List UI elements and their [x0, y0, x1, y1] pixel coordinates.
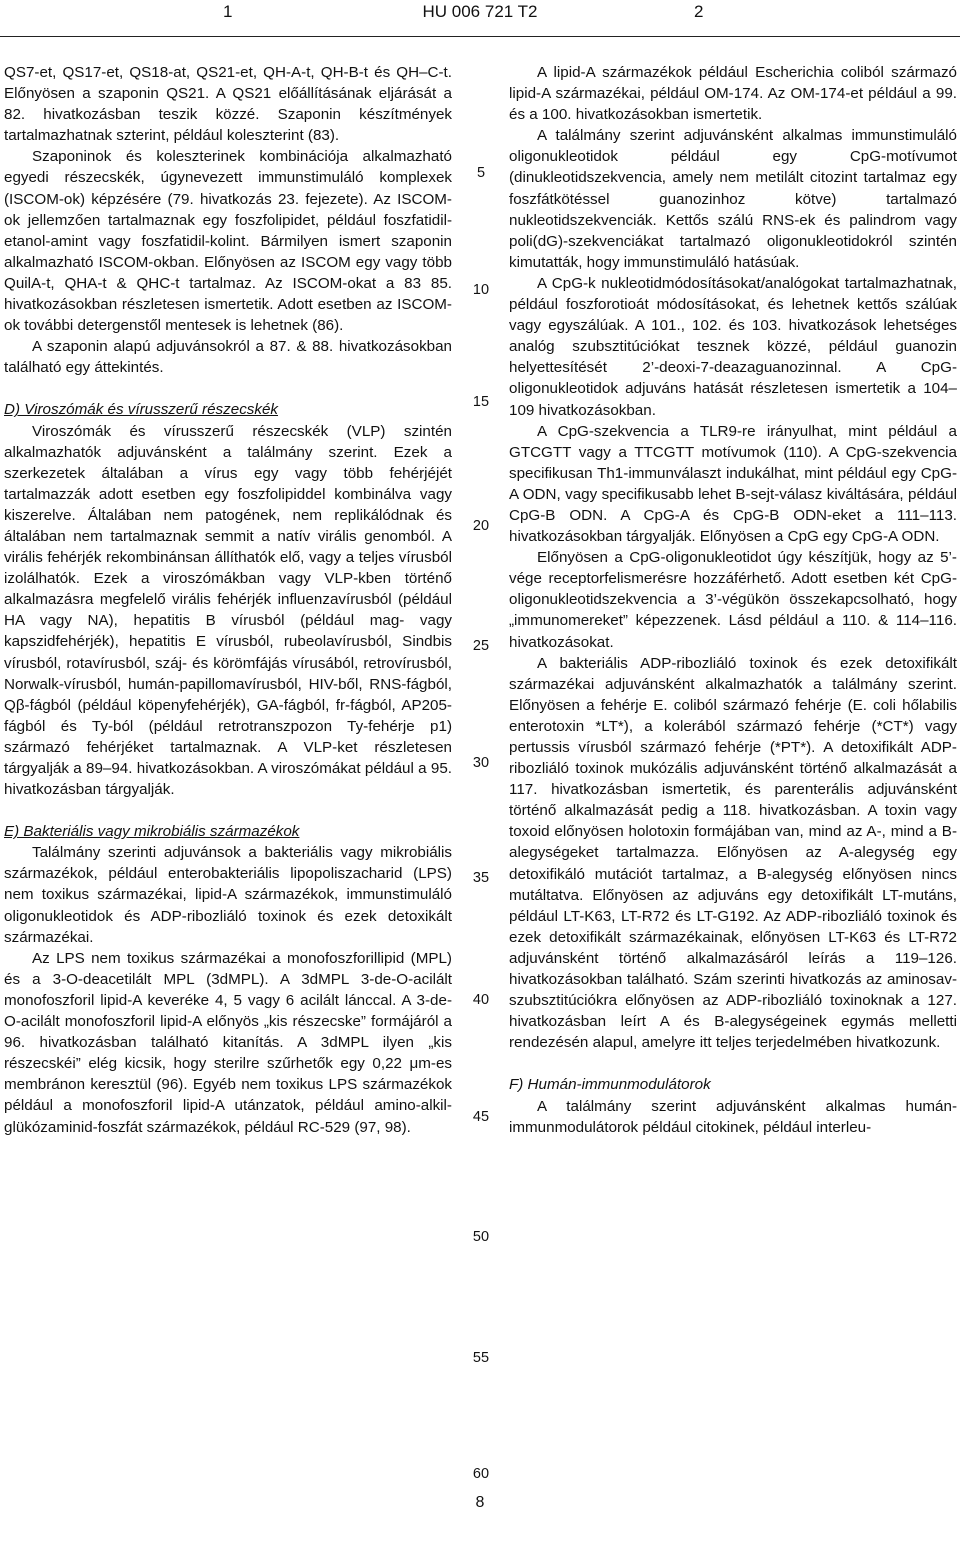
- line-number: 10: [472, 282, 490, 298]
- line-number: 40: [472, 992, 490, 1008]
- paragraph: QS7-et, QS17-et, QS18-at, QS21-et, QH-A-t, QH-B-t és QH–C-t. Előnyösen a szaponin QS21. A QS21 előállításának eljárását a 82. hivatkozásban teszik közzé. Szaponin készítmények tartalmazhatnak szterint, például koleszterint (83).: [4, 64, 452, 145]
- line-number: 55: [472, 1350, 490, 1366]
- right-column: [509, 62, 957, 1138]
- line-number: 20: [472, 518, 490, 534]
- section-heading-e: E) Bakteriális vagy mikrobiális származékok: [4, 823, 300, 841]
- line-number: 60: [472, 1466, 490, 1482]
- paragraph: A találmány szerint adjuvánsként alkalmas immunstimuláló oligonukleotidok például egy CpG-motívumot (dinukleotidszekvencia, amely nem metilált citozint tartalmaz egy foszfátkötéssel guanozinhoz kötve) tartalmazó nukleotidszekvenciák. Kettős szálú RNS-ek és palindrom vagy poli(dG)-szekvenciákat tartalmazó oligonukleotidokról szintén kimutatták, hogy immunstimuláló hatásúak.: [509, 127, 957, 271]
- line-number: 15: [472, 394, 490, 410]
- paragraph: A lipid-A származékok például Escherichia coliból származó lipid-A származékai, például OM-174. Az OM-174-et például a 99. és a 100. hivatkozásokban ismertetik.: [509, 64, 957, 124]
- paragraph: Találmány szerinti adjuvánsok a bakteriális vagy mikrobiális származékok, például enterobakteriális lipopoliszacharid (LPS) nem toxikus származékai, lipid-A származékok, immunstimuláló oligonukleotidok és ADP-ribozliáló toxinok és ezek detoxikált származékai.: [4, 844, 452, 946]
- line-number: 45: [472, 1109, 490, 1125]
- line-number: 30: [472, 755, 490, 771]
- paragraph: Viroszómák és vírusszerű részecskék (VLP) szintén alkalmazhatók adjuvánsként a találmány szerint. Ezek a szerkezetek általában a vírus egy vagy több fehérjéjét tartalmazzák adott esetben egy foszfolipiddel kombinálva vagy kiszerelve. Általában nem patogének, nem replikálódnak és általában nem tartalmaznak semmit a natív virális genomból. A virális fehérjék rekombinánsan állíthatók elő, vagy a teljes vírusból izolálhatók. Ezek a viroszómákban vagy VLP-kben történő alkalmazásra megfelelő virális fehérjék influenzavírusból (például HA vagy NA), hepatitis B vírusból (például mag- vagy kapszidfehérjék), hepatitis E vírusból, rubeolavírusból, Sindbis vírusból, rotavírusból, száj- és körömfájás vírusából, retrovírusból, Norwalk-vírusból, humán-papillomavírusból, HIV-ből, RNS-fágból, Qβ-fágból (például köpenyfehérjék), GA-fágból, fr-fágból, AP205-fágból és Ty-ból (például retrotranszpozon Ty-fehérje p1) származó fehérjéket tartalmaznak. A VLP-ket részletesen tárgyalják a 89–94. hivatkozásokban. A viroszómákat például a 95. hivatkozásban tárgyalják.: [4, 422, 452, 799]
- left-column: [4, 62, 452, 1138]
- paragraph: A bakteriális ADP-ribozliáló toxinok és ezek detoxifikált származékai adjuvánsként alkalmazhatók a találmány szerint. Előnyösen a fehérje E. coliból származó fehérje (E. coli hőlabilis enterotoxin *LT*), a kolerából származó fehérje (*CT*) vagy pertussis vírusból származó fehérje (*PT*). A detoxifikált ADP-ribozliáló toxinok mukózális adjuvánsként történő alkalmazását a 117. hivatkozásban ismertetik, és parenterális adjuvánsként történő alkalmazását pedig a 118. hivatkozásban. A toxin vagy toxoid előnyösen holotoxin formájában van, mind az A-, mind a B-alegységeket tartalmazza. Előnyösen az A-alegység egy detoxifikáló mutációt tartalmaz, a B-alegység előnyösen nincs mutáltatva. Előnyösen az adjuváns egy detoxifikált LT-mutáns, például LT-K63, LT-R72 és LT-G192. Az ADP-ribozliáló toxinok és ezek detoxifikált származékainak, előnyösen LT-K63 és LT-R72 adjuvánsként történő alkalmazásáról leírás a 119–126. hivatkozásokban található. Szám szerinti hivatkozás az aminosav-szubsztitúciókra előnyösen az ADP-ribozliáló toxinoknak a 127. hivatkozásban leírt A és B-alegységeinek egymás melletti rendezésén alapul, amelyre itt teljes terjedelmében hivatkozunk.: [509, 654, 957, 1052]
- paragraph: Szaponinok és koleszterinek kombinációja alkalmazható egyedi részecskék, úgynevezett immunstimuláló komplexek (ISCOM-ok) képzésére (79. hivatkozás 23. fejezete). Az ISCOM-ok jellemzően tartalmaznak egy foszfolipidet, például foszfatidil-etanol-amint vagy foszfatidil-kolint. Bármilyen ismert szaponin alkalmazható ISCOM-okban. Előnyösen az ISCOM egy vagy több QuilA-t, QHA-t & QHC-t tartalmaz. Az ISCOM-okat a 83 85. hivatkozásokban részletesen ismertetik. Adott esetben az ISCOM-ok további detergenstől mentesek is lehetnek (86).: [4, 148, 452, 335]
- line-number: 50: [472, 1229, 490, 1245]
- line-number: 35: [472, 870, 490, 886]
- line-number: 25: [472, 638, 490, 654]
- patent-number: HU 006 721 T2: [422, 2, 538, 21]
- section-heading-d: D) Viroszómák és vírusszerű részecskék: [4, 401, 279, 419]
- paragraph: Előnyösen a CpG-oligonukleotidot úgy készítjük, hogy az 5’-vége receptorfelismerésre hozzáférhető. Adott esetben két CpG-oligonukleotidszekvencia a 3’-végükön összekapcsolható, hogy „immunomereket” képezzenek. Lásd például a 110. & 114–116. hivatkozásokat.: [509, 549, 957, 651]
- header-right-page-number: 2: [694, 2, 704, 21]
- paragraph: A CpG-k nukleotidmódosításokat/analógokat tartalmazhatnak, például foszforotioát módosításokat, és lehetnek kettős szálúak vagy egyszálúak. A 101., 102. és 103. hivatkozások lehetséges analóg szubsztitúciókat tesznek közzé, például guanozin helyettesítését 2’-deoxi-7-deazaguanozinnal. A CpG-oligonukleotidok adjuváns hatását részletesen ismertetik a 104–109 hivatkozásokban.: [509, 274, 957, 419]
- page-number: 8: [475, 1494, 485, 1511]
- paragraph: A találmány szerint adjuvánsként alkalmas humán-immunmodulátorok például citokinek, például interleu-: [509, 1097, 957, 1136]
- header-left-page-number: 1: [223, 2, 233, 21]
- paragraph: Az LPS nem toxikus származékai a monofoszforillipid (MPL) és a 3-O-deacetilált MPL (3dMPL). A 3dMPL 3-de-O-acilált monofoszforil lipid-A keveréke 4, 5 vagy 6 acilált lánccal. A 3-de-O-acilált monofoszforil lipid-A előnyös „kis részecske” formájáról a 96. hivatkozásban található kitanítás. A 3dMPL ilyen „kis részecskéi” elég kicsik, hogy sterilre szűrhetők egy 0,22 μm-es membránon keresztül (96). Egyéb nem toxikus LPS származékok például a monofoszforil lipid-A utánzatok, például amino-alkil-glükózaminid-foszfát származékok, például RC-529 (97, 98).: [4, 949, 452, 1136]
- paragraph: A szaponin alapú adjuvánsokról a 87. & 88. hivatkozásokban található egy áttekintés.: [4, 338, 452, 377]
- line-number: 5: [476, 165, 486, 181]
- section-heading-f: F) Humán-immunmodulátorok: [509, 1076, 711, 1094]
- paragraph: A CpG-szekvencia a TLR9-re irányulhat, mint például a GTCGTT vagy a TTCGTT motívumok (110). A CpG-szekvencia specifikusan Th1-immunválaszt indukálhat, mint például egy CpG-A ODN, vagy specifikusabb lehet B-sejt-válasz kiváltására, például CpG-B ODN. A CpG-A és CpG-B ODN-eket a 111–113. hivatkozásokban tárgyalják. Előnyösen a CpG egy CpG-A ODN.: [509, 422, 957, 546]
- header-rule: [0, 36, 960, 37]
